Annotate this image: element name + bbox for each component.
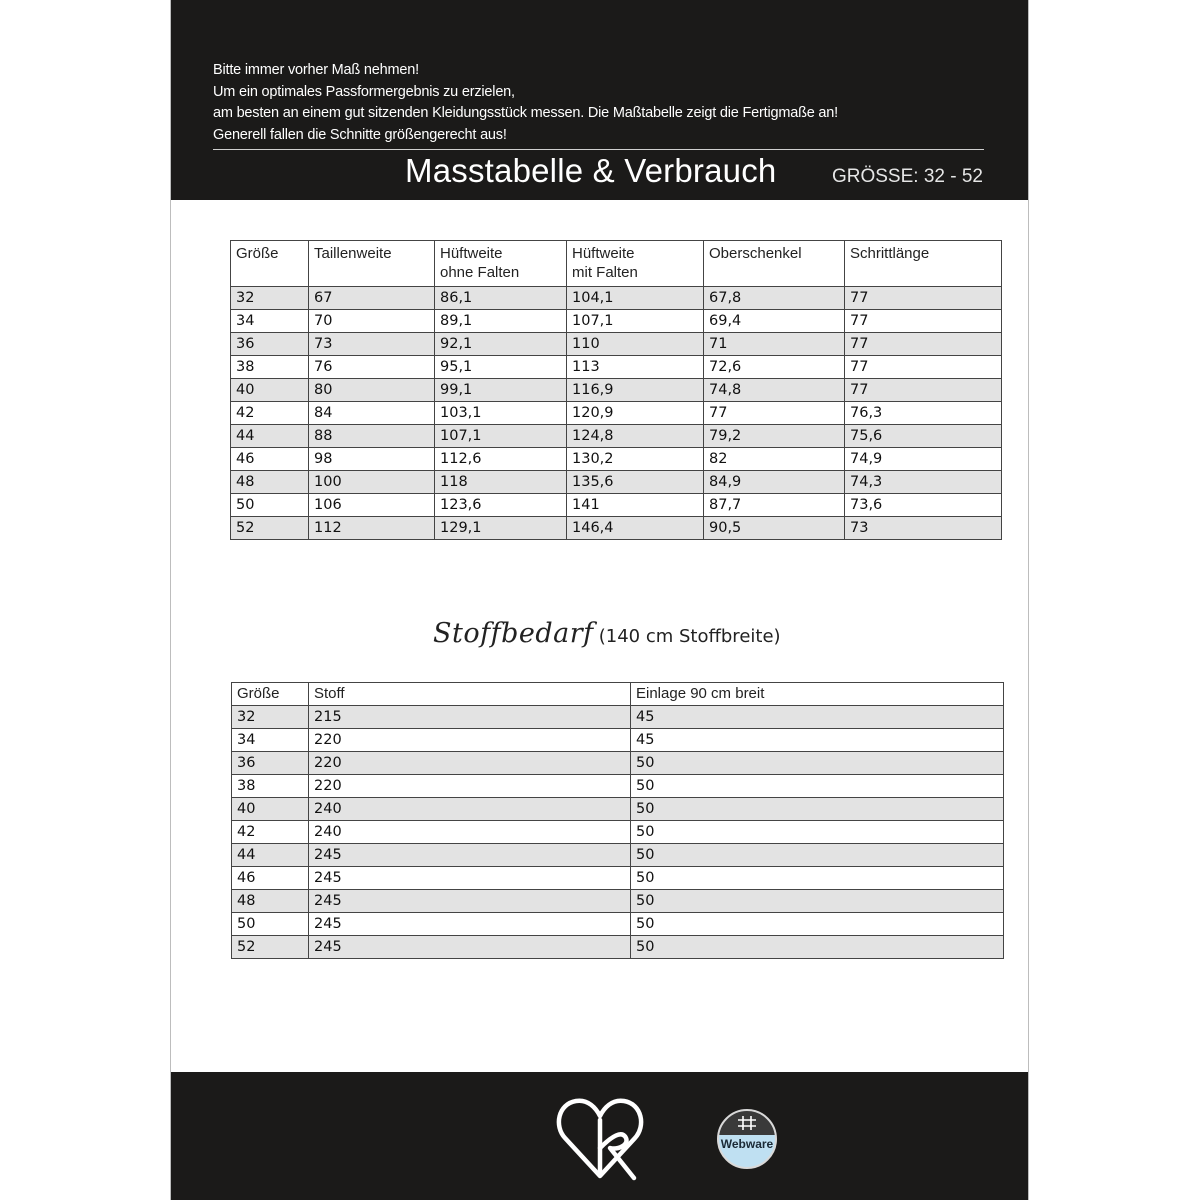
table-cell: 86,1 <box>435 287 567 310</box>
table-cell: 82 <box>704 448 845 471</box>
table-cell: 113 <box>567 356 704 379</box>
table-cell: 42 <box>231 402 309 425</box>
table-cell: 46 <box>232 867 309 890</box>
header-band <box>171 0 1028 200</box>
column-header: Taillenweite <box>309 241 435 287</box>
table-cell: 107,1 <box>435 425 567 448</box>
fabric-table <box>231 682 1004 959</box>
table-cell: 77 <box>845 333 1002 356</box>
table-cell: 104,1 <box>567 287 704 310</box>
table-cell: 48 <box>231 471 309 494</box>
table-row <box>232 844 1004 867</box>
table-row <box>231 448 1002 471</box>
intro-line: am besten an einem gut sitzenden Kleidungsstück messen. Die Maßtabelle zeigt die Fertigmaße an! <box>213 105 838 121</box>
table-row <box>231 356 1002 379</box>
table-cell: 95,1 <box>435 356 567 379</box>
table-row <box>232 821 1004 844</box>
table-cell: 50 <box>631 821 1004 844</box>
table-row <box>232 890 1004 913</box>
table-cell: 92,1 <box>435 333 567 356</box>
table-cell: 245 <box>309 936 631 959</box>
table-row <box>231 379 1002 402</box>
table-cell: 245 <box>309 913 631 936</box>
table-cell: 77 <box>845 287 1002 310</box>
table-cell: 130,2 <box>567 448 704 471</box>
fabric-title-width: (140 cm Stoffbreite) <box>598 626 781 647</box>
table-row <box>232 936 1004 959</box>
table-cell: 50 <box>631 752 1004 775</box>
table-cell: 107,1 <box>567 310 704 333</box>
table-row <box>231 517 1002 540</box>
table-cell: 67,8 <box>704 287 845 310</box>
table-cell: 240 <box>309 821 631 844</box>
footer-band <box>171 1072 1028 1200</box>
table-cell: 52 <box>231 517 309 540</box>
table-row <box>232 729 1004 752</box>
table-cell: 44 <box>232 844 309 867</box>
table-cell: 36 <box>232 752 309 775</box>
column-header: Hüftweite ohne Falten <box>435 241 567 287</box>
intro-line: Um ein optimales Passformergebnis zu erzielen, <box>213 83 515 100</box>
table-row <box>232 913 1004 936</box>
table-cell: 42 <box>232 821 309 844</box>
table-cell: 80 <box>309 379 435 402</box>
table-cell: 88 <box>309 425 435 448</box>
table-cell: 100 <box>309 471 435 494</box>
table-cell: 98 <box>309 448 435 471</box>
table-cell: 52 <box>232 936 309 959</box>
table-row <box>231 333 1002 356</box>
size-range-label: GRÖSSE: 32 - 52 <box>831 166 983 187</box>
table-cell: 45 <box>631 729 1004 752</box>
table-row <box>231 425 1002 448</box>
table-cell: 67 <box>309 287 435 310</box>
column-header: Größe <box>232 683 309 706</box>
measurement-table-body <box>231 287 1002 540</box>
table-cell: 34 <box>231 310 309 333</box>
table-cell: 87,7 <box>704 494 845 517</box>
table-cell: 141 <box>567 494 704 517</box>
table-cell: 40 <box>231 379 309 402</box>
table-cell: 50 <box>231 494 309 517</box>
table-cell: 73 <box>309 333 435 356</box>
table-cell: 112 <box>309 517 435 540</box>
table-row <box>232 706 1004 729</box>
table-cell: 129,1 <box>435 517 567 540</box>
intro-text <box>213 60 838 146</box>
table-row <box>231 494 1002 517</box>
fabric-header-row <box>232 683 1004 706</box>
table-cell: 120,9 <box>567 402 704 425</box>
table-row <box>232 775 1004 798</box>
table-cell: 135,6 <box>567 471 704 494</box>
table-cell: 73,6 <box>845 494 1002 517</box>
table-cell: 220 <box>309 729 631 752</box>
table-cell: 38 <box>232 775 309 798</box>
table-cell: 50 <box>631 867 1004 890</box>
table-cell: 69,4 <box>704 310 845 333</box>
table-cell: 79,2 <box>704 425 845 448</box>
table-cell: 245 <box>309 867 631 890</box>
table-cell: 112,6 <box>435 448 567 471</box>
table-cell: 77 <box>704 402 845 425</box>
column-header: Oberschenkel <box>704 241 845 287</box>
table-cell: 74,3 <box>845 471 1002 494</box>
column-header: Einlage 90 cm breit <box>631 683 1004 706</box>
table-cell: 72,6 <box>704 356 845 379</box>
table-cell: 50 <box>631 913 1004 936</box>
table-cell: 50 <box>631 844 1004 867</box>
table-row <box>231 402 1002 425</box>
table-cell: 38 <box>231 356 309 379</box>
fabric-table-body <box>232 706 1004 959</box>
fabric-title-script: Stoffbedarf <box>433 618 594 649</box>
table-cell: 74,9 <box>845 448 1002 471</box>
table-cell: 77 <box>845 379 1002 402</box>
table-cell: 110 <box>567 333 704 356</box>
column-header: Stoff <box>309 683 631 706</box>
fabric-section-title <box>433 618 781 649</box>
table-cell: 32 <box>231 287 309 310</box>
table-cell: 32 <box>232 706 309 729</box>
table-cell: 36 <box>231 333 309 356</box>
heart-k-logo-icon <box>556 1086 648 1182</box>
table-cell: 46 <box>231 448 309 471</box>
table-cell: 40 <box>232 798 309 821</box>
page-title: Masstabelle & Verbrauch <box>405 152 777 189</box>
table-cell: 90,5 <box>704 517 845 540</box>
measurement-table <box>230 240 1002 540</box>
table-cell: 77 <box>845 356 1002 379</box>
webware-badge <box>716 1108 778 1170</box>
badge-label: Webware <box>720 1137 774 1151</box>
table-cell: 99,1 <box>435 379 567 402</box>
table-cell: 118 <box>435 471 567 494</box>
table-cell: 123,6 <box>435 494 567 517</box>
table-row <box>231 310 1002 333</box>
header-divider <box>213 149 984 150</box>
table-cell: 50 <box>232 913 309 936</box>
table-cell: 34 <box>232 729 309 752</box>
table-cell: 77 <box>845 310 1002 333</box>
table-cell: 50 <box>631 798 1004 821</box>
table-cell: 84,9 <box>704 471 845 494</box>
page-sheet <box>170 0 1029 1200</box>
table-row <box>231 287 1002 310</box>
table-row <box>232 752 1004 775</box>
table-cell: 50 <box>631 890 1004 913</box>
table-cell: 48 <box>232 890 309 913</box>
table-cell: 50 <box>631 936 1004 959</box>
measurement-header-row <box>231 241 1002 287</box>
table-row <box>232 867 1004 890</box>
table-cell: 245 <box>309 890 631 913</box>
table-cell: 215 <box>309 706 631 729</box>
table-cell: 245 <box>309 844 631 867</box>
table-cell: 44 <box>231 425 309 448</box>
column-header: Hüftweite mit Falten <box>567 241 704 287</box>
table-cell: 220 <box>309 775 631 798</box>
table-cell: 73 <box>845 517 1002 540</box>
table-cell: 76 <box>309 356 435 379</box>
table-cell: 50 <box>631 775 1004 798</box>
intro-line: Generell fallen die Schnitte größengerecht aus! <box>213 126 507 143</box>
table-cell: 75,6 <box>845 425 1002 448</box>
table-cell: 71 <box>704 333 845 356</box>
table-cell: 220 <box>309 752 631 775</box>
intro-line: Bitte immer vorher Maß nehmen! <box>213 62 419 78</box>
table-cell: 106 <box>309 494 435 517</box>
table-cell: 116,9 <box>567 379 704 402</box>
table-cell: 76,3 <box>845 402 1002 425</box>
table-cell: 103,1 <box>435 402 567 425</box>
table-cell: 146,4 <box>567 517 704 540</box>
table-cell: 84 <box>309 402 435 425</box>
table-cell: 124,8 <box>567 425 704 448</box>
table-cell: 70 <box>309 310 435 333</box>
table-cell: 240 <box>309 798 631 821</box>
table-cell: 89,1 <box>435 310 567 333</box>
table-row <box>231 471 1002 494</box>
table-cell: 74,8 <box>704 379 845 402</box>
column-header: Größe <box>231 241 309 287</box>
table-row <box>232 798 1004 821</box>
table-cell: 45 <box>631 706 1004 729</box>
column-header: Schrittlänge <box>845 241 1002 287</box>
